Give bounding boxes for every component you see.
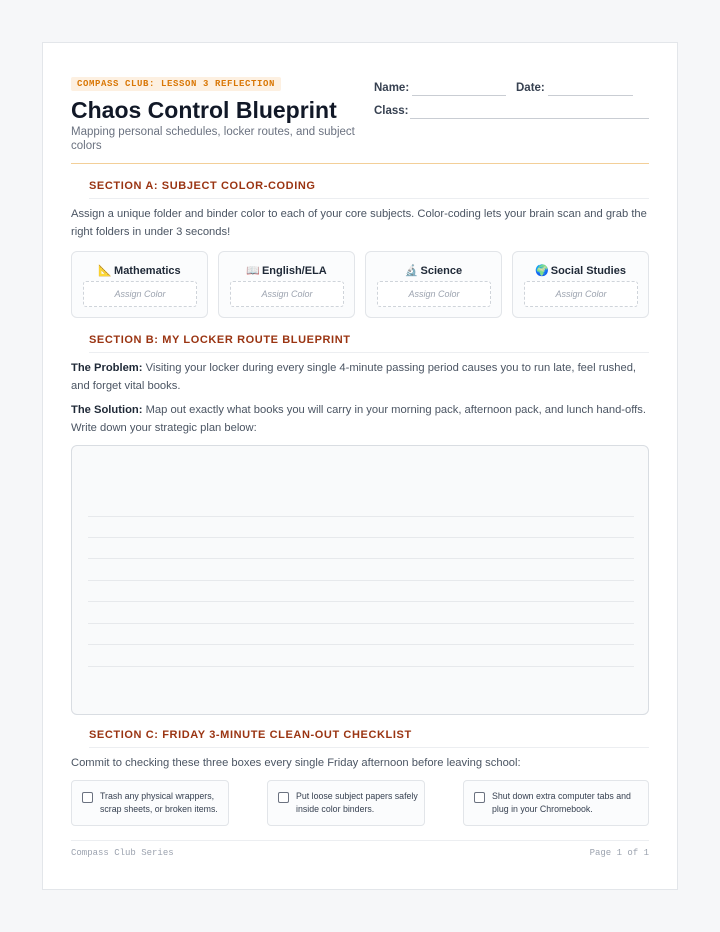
writing-line	[88, 623, 634, 624]
writing-line	[88, 644, 634, 645]
checklist-item[interactable]	[463, 780, 649, 826]
page-subtitle: Mapping personal schedules, locker routes, and subject colors	[71, 126, 355, 152]
section-b-title: SECTION B: MY LOCKER ROUTE BLUEPRINT	[89, 334, 351, 346]
section-c-intro: Commit to checking these three boxes every single Friday afternoon before leaving school:	[71, 757, 521, 769]
section-a-intro: Assign a unique folder and binder color to each of your core subjects. Color-coding lets your brain scan and grab the right folders in under 3 seconds!	[71, 208, 647, 238]
page-title: Chaos Control Blueprint	[71, 97, 337, 123]
checkbox[interactable]	[82, 792, 93, 803]
microscope-icon: 🔬	[404, 265, 419, 277]
subject-title	[219, 264, 354, 277]
writing-line	[88, 558, 634, 559]
section-b-rule	[89, 352, 649, 353]
checklist-item[interactable]	[267, 780, 425, 826]
open-book-icon: 📖	[246, 265, 260, 277]
solution-paragraph	[71, 401, 649, 437]
checklist-item[interactable]	[71, 780, 229, 826]
subject-title	[366, 264, 501, 277]
checkbox[interactable]	[474, 792, 485, 803]
problem-text: Visiting your locker during every single 4-minute passing period causes you to run late, feel rushed, and forget vital books.	[71, 362, 637, 392]
assign-color-input-science[interactable]: Assign Color	[377, 281, 491, 307]
checklist-item-text: Shut down extra computer tabs and plug in your Chromebook.	[492, 791, 631, 814]
writing-line	[88, 537, 634, 538]
subject-card-science	[365, 251, 502, 318]
subject-name: Social Studies	[550, 265, 626, 277]
worksheet-header	[71, 77, 649, 165]
checkbox[interactable]	[278, 792, 289, 803]
name-field[interactable]	[412, 95, 506, 96]
date-label: Date:	[516, 82, 545, 94]
solution-text: Map out exactly what books you will carry in your morning pack, afternoon pack, and lunch hand-offs. Write down your strategic plan below:	[71, 404, 646, 434]
worksheet-page	[42, 42, 678, 890]
header-divider	[71, 163, 649, 164]
subject-card-mathematics	[71, 251, 208, 318]
section-a-title: SECTION A: SUBJECT COLOR-CODING	[89, 180, 316, 192]
problem-paragraph	[71, 359, 649, 395]
date-field[interactable]	[548, 95, 633, 96]
section-a-rule	[89, 198, 649, 199]
writing-line	[88, 516, 634, 517]
series-tag: COMPASS CLUB: LESSON 3 REFLECTION	[71, 77, 281, 91]
writing-line	[88, 580, 634, 581]
subject-title	[72, 264, 207, 277]
subject-title	[513, 264, 648, 277]
name-label: Name:	[374, 82, 410, 94]
subject-card-english	[218, 251, 355, 318]
assign-color-input-social-studies[interactable]: Assign Color	[524, 281, 638, 307]
subject-card-social-studies	[512, 251, 649, 318]
class-field[interactable]	[410, 118, 649, 119]
problem-label: The Problem:	[71, 362, 143, 374]
subject-name: Science	[420, 265, 463, 277]
locker-plan-writing-area[interactable]	[71, 445, 649, 715]
writing-line	[88, 666, 634, 667]
footer-series: Compass Club Series	[71, 848, 174, 858]
writing-line	[88, 601, 634, 602]
triangle-ruler-icon: 📐	[98, 265, 113, 277]
assign-color-input-mathematics[interactable]: Assign Color	[83, 281, 197, 307]
section-c-rule	[89, 747, 649, 748]
footer-divider	[71, 840, 649, 841]
subject-name: Mathematics	[114, 265, 181, 277]
checklist-item-text: Put loose subject papers safely inside color binders.	[296, 791, 418, 814]
assign-color-input-english[interactable]: Assign Color	[230, 281, 344, 307]
checklist-item-text: Trash any physical wrappers, scrap sheets, or broken items.	[100, 791, 218, 814]
solution-label: The Solution:	[71, 404, 143, 416]
class-label: Class:	[374, 105, 409, 117]
section-c-title: SECTION C: FRIDAY 3-MINUTE CLEAN-OUT CHECKLIST	[89, 729, 412, 741]
footer-page-number: Page 1 of 1	[589, 848, 649, 858]
globe-icon: 🌍	[535, 265, 549, 277]
subject-name: English/ELA	[261, 265, 327, 277]
